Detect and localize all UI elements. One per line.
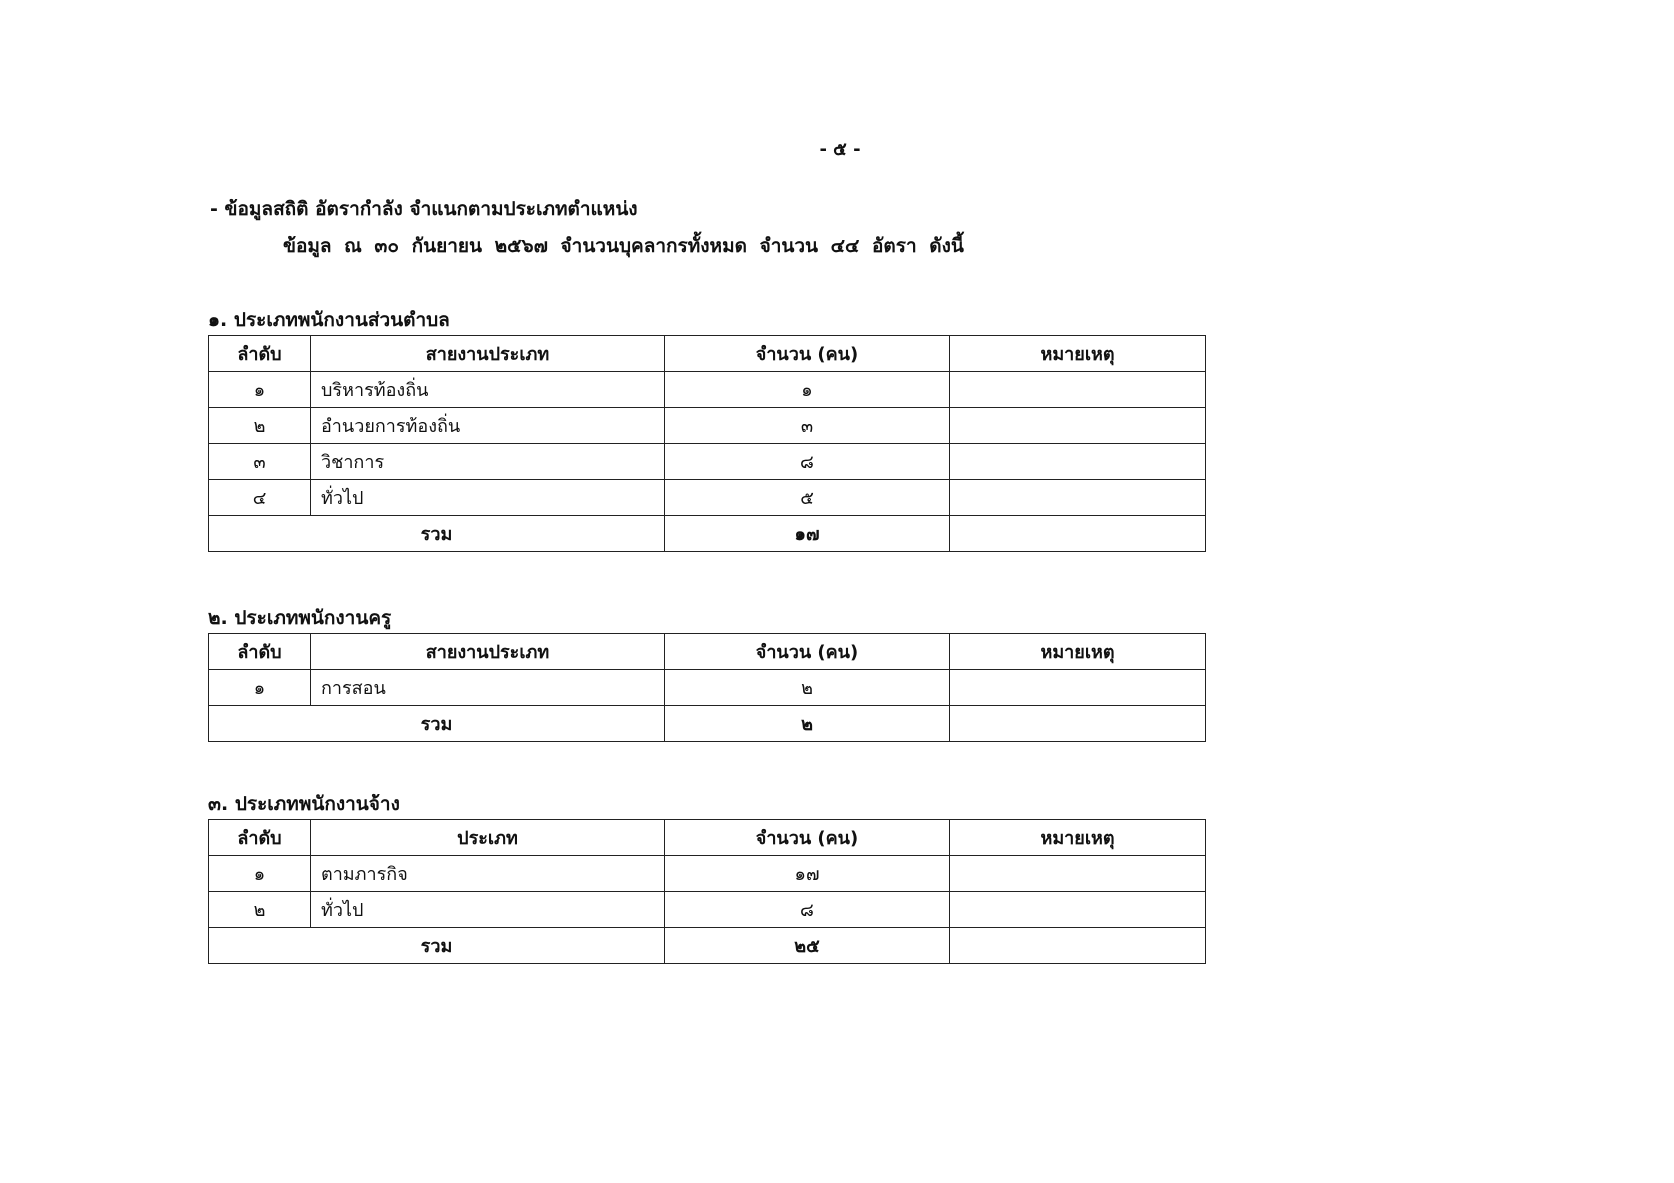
row-count: ๘	[665, 444, 950, 480]
header-category: สายงานประเภท	[311, 634, 665, 670]
table-row	[209, 372, 1206, 408]
table-row	[209, 408, 1206, 444]
section-2-title: ๒. ประเภทพนักงานครู	[208, 607, 392, 629]
section-1-table	[208, 335, 1206, 552]
section-3-table	[208, 819, 1206, 964]
header-count: จำนวน (คน)	[665, 634, 950, 670]
row-note	[950, 480, 1206, 516]
header-note: หมายเหตุ	[950, 820, 1206, 856]
row-category: บริหารท้องถิ่น	[311, 372, 665, 408]
header-order: ลำดับ	[209, 634, 311, 670]
total-row	[209, 928, 1206, 964]
header-category: สายงานประเภท	[311, 336, 665, 372]
row-category: อำนวยการท้องถิ่น	[311, 408, 665, 444]
row-note	[950, 408, 1206, 444]
total-note	[950, 516, 1206, 552]
header-order: ลำดับ	[209, 820, 311, 856]
row-note	[950, 372, 1206, 408]
table-row	[209, 892, 1206, 928]
row-category: ทั่วไป	[311, 892, 665, 928]
header-count: จำนวน (คน)	[665, 336, 950, 372]
section-2-table	[208, 633, 1206, 742]
table-header-row	[209, 820, 1206, 856]
row-order: ๓	[209, 444, 311, 480]
row-order: ๑	[209, 670, 311, 706]
table-header-row	[209, 336, 1206, 372]
row-note	[950, 444, 1206, 480]
row-count: ๓	[665, 408, 950, 444]
total-label: รวม	[209, 928, 665, 964]
total-note	[950, 928, 1206, 964]
table-row	[209, 856, 1206, 892]
page-number: - ๕ -	[819, 139, 861, 160]
staff-summary: ข้อมูล ณ ๓๐ กันยายน ๒๕๖๗ จำนวนบุคลากรทั้งหมด จำนวน ๔๔ อัตรา ดังนี้	[283, 235, 964, 257]
total-value: ๒๕	[665, 928, 950, 964]
header-order: ลำดับ	[209, 336, 311, 372]
row-category: การสอน	[311, 670, 665, 706]
total-label: รวม	[209, 706, 665, 742]
table-row	[209, 444, 1206, 480]
table-header-row	[209, 634, 1206, 670]
section-3-title: ๓. ประเภทพนักงานจ้าง	[208, 793, 400, 815]
row-note	[950, 670, 1206, 706]
row-category: ทั่วไป	[311, 480, 665, 516]
total-note	[950, 706, 1206, 742]
statistics-heading: - ข้อมูลสถิติ อัตรากำลัง จำแนกตามประเภทตำแหน่ง	[210, 198, 638, 220]
row-count: ๒	[665, 670, 950, 706]
header-category: ประเภท	[311, 820, 665, 856]
total-value: ๑๗	[665, 516, 950, 552]
table-row	[209, 480, 1206, 516]
header-note: หมายเหตุ	[950, 634, 1206, 670]
row-note	[950, 856, 1206, 892]
row-category: วิชาการ	[311, 444, 665, 480]
row-order: ๑	[209, 372, 311, 408]
total-row	[209, 706, 1206, 742]
row-order: ๒	[209, 408, 311, 444]
row-order: ๑	[209, 856, 311, 892]
row-note	[950, 892, 1206, 928]
total-row	[209, 516, 1206, 552]
total-label: รวม	[209, 516, 665, 552]
row-count: ๑๗	[665, 856, 950, 892]
section-1-title: ๑. ประเภทพนักงานส่วนตำบล	[208, 309, 450, 331]
row-count: ๑	[665, 372, 950, 408]
row-category: ตามภารกิจ	[311, 856, 665, 892]
header-note: หมายเหตุ	[950, 336, 1206, 372]
row-count: ๘	[665, 892, 950, 928]
header-count: จำนวน (คน)	[665, 820, 950, 856]
row-order: ๔	[209, 480, 311, 516]
table-row	[209, 670, 1206, 706]
row-count: ๕	[665, 480, 950, 516]
row-order: ๒	[209, 892, 311, 928]
total-value: ๒	[665, 706, 950, 742]
